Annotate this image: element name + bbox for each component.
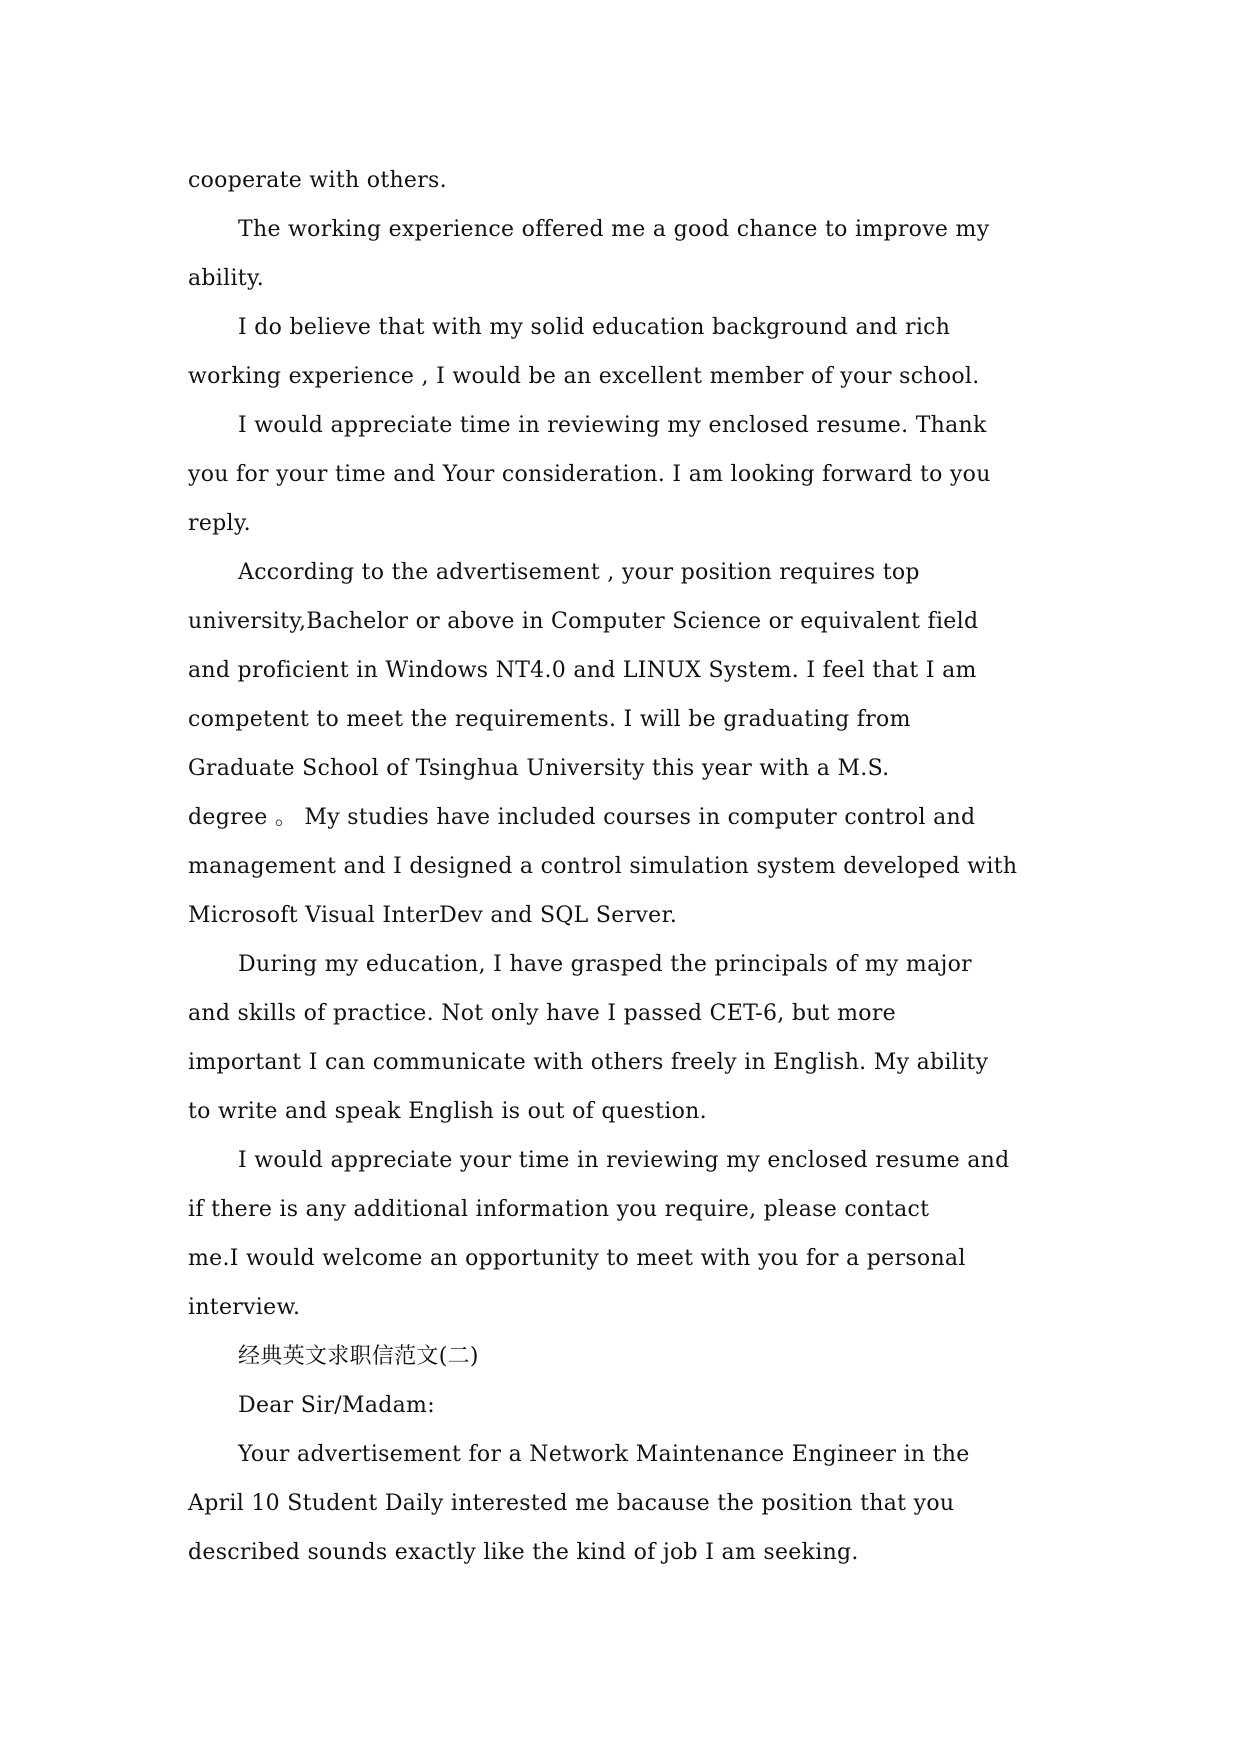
text-line: ability.: [188, 266, 265, 291]
text-line: to write and speak English is out of question.: [188, 1099, 707, 1124]
text-line: management and I designed a control simulation system developed with: [188, 854, 1018, 879]
text-line: 经典英文求职信范文(二): [238, 1344, 479, 1369]
text-line: university,Bachelor or above in Computer Science or equivalent field: [188, 609, 979, 634]
text-line: April 10 Student Daily interested me bacause the position that you: [188, 1491, 955, 1516]
text-line: Graduate School of Tsinghua University this year with a M.S.: [188, 756, 890, 781]
text-line: working experience , I would be an excellent member of your school.: [188, 364, 980, 389]
text-line: I would appreciate time in reviewing my enclosed resume. Thank: [238, 413, 987, 438]
text-line: During my education, I have grasped the principals of my major: [238, 952, 972, 977]
text-line: important I can communicate with others freely in English. My ability: [188, 1050, 989, 1075]
text-line: you for your time and Your consideration. I am looking forward to you: [188, 462, 991, 487]
text-line: and proficient in Windows NT4.0 and LINUX System. I feel that I am: [188, 658, 977, 683]
text-line: competent to meet the requirements. I will be graduating from: [188, 707, 911, 732]
text-line: reply.: [188, 511, 251, 536]
text-line: degree 。 My studies have included courses in computer control and: [188, 805, 976, 830]
text-line: I do believe that with my solid education background and rich: [238, 315, 951, 340]
text-line: The working experience offered me a good chance to improve my: [238, 217, 990, 242]
text-line: Your advertisement for a Network Maintenance Engineer in the: [238, 1442, 970, 1467]
text-line: if there is any additional information you require, please contact: [188, 1197, 930, 1222]
text-line: interview.: [188, 1295, 301, 1320]
text-line: I would appreciate your time in reviewing my enclosed resume and: [238, 1148, 1010, 1173]
text-line: described sounds exactly like the kind of job I am seeking.: [188, 1540, 859, 1565]
text-line: cooperate with others.: [188, 168, 447, 193]
letter-body: [188, 156, 1068, 1577]
text-line: Dear Sir/Madam:: [238, 1393, 435, 1418]
text-line: and skills of practice. Not only have I passed CET-6, but more: [188, 1001, 896, 1026]
text-line: me.I would welcome an opportunity to meet with you for a personal: [188, 1246, 966, 1271]
text-line: According to the advertisement , your position requires top: [238, 560, 920, 585]
text-line: Microsoft Visual InterDev and SQL Server.: [188, 903, 678, 928]
